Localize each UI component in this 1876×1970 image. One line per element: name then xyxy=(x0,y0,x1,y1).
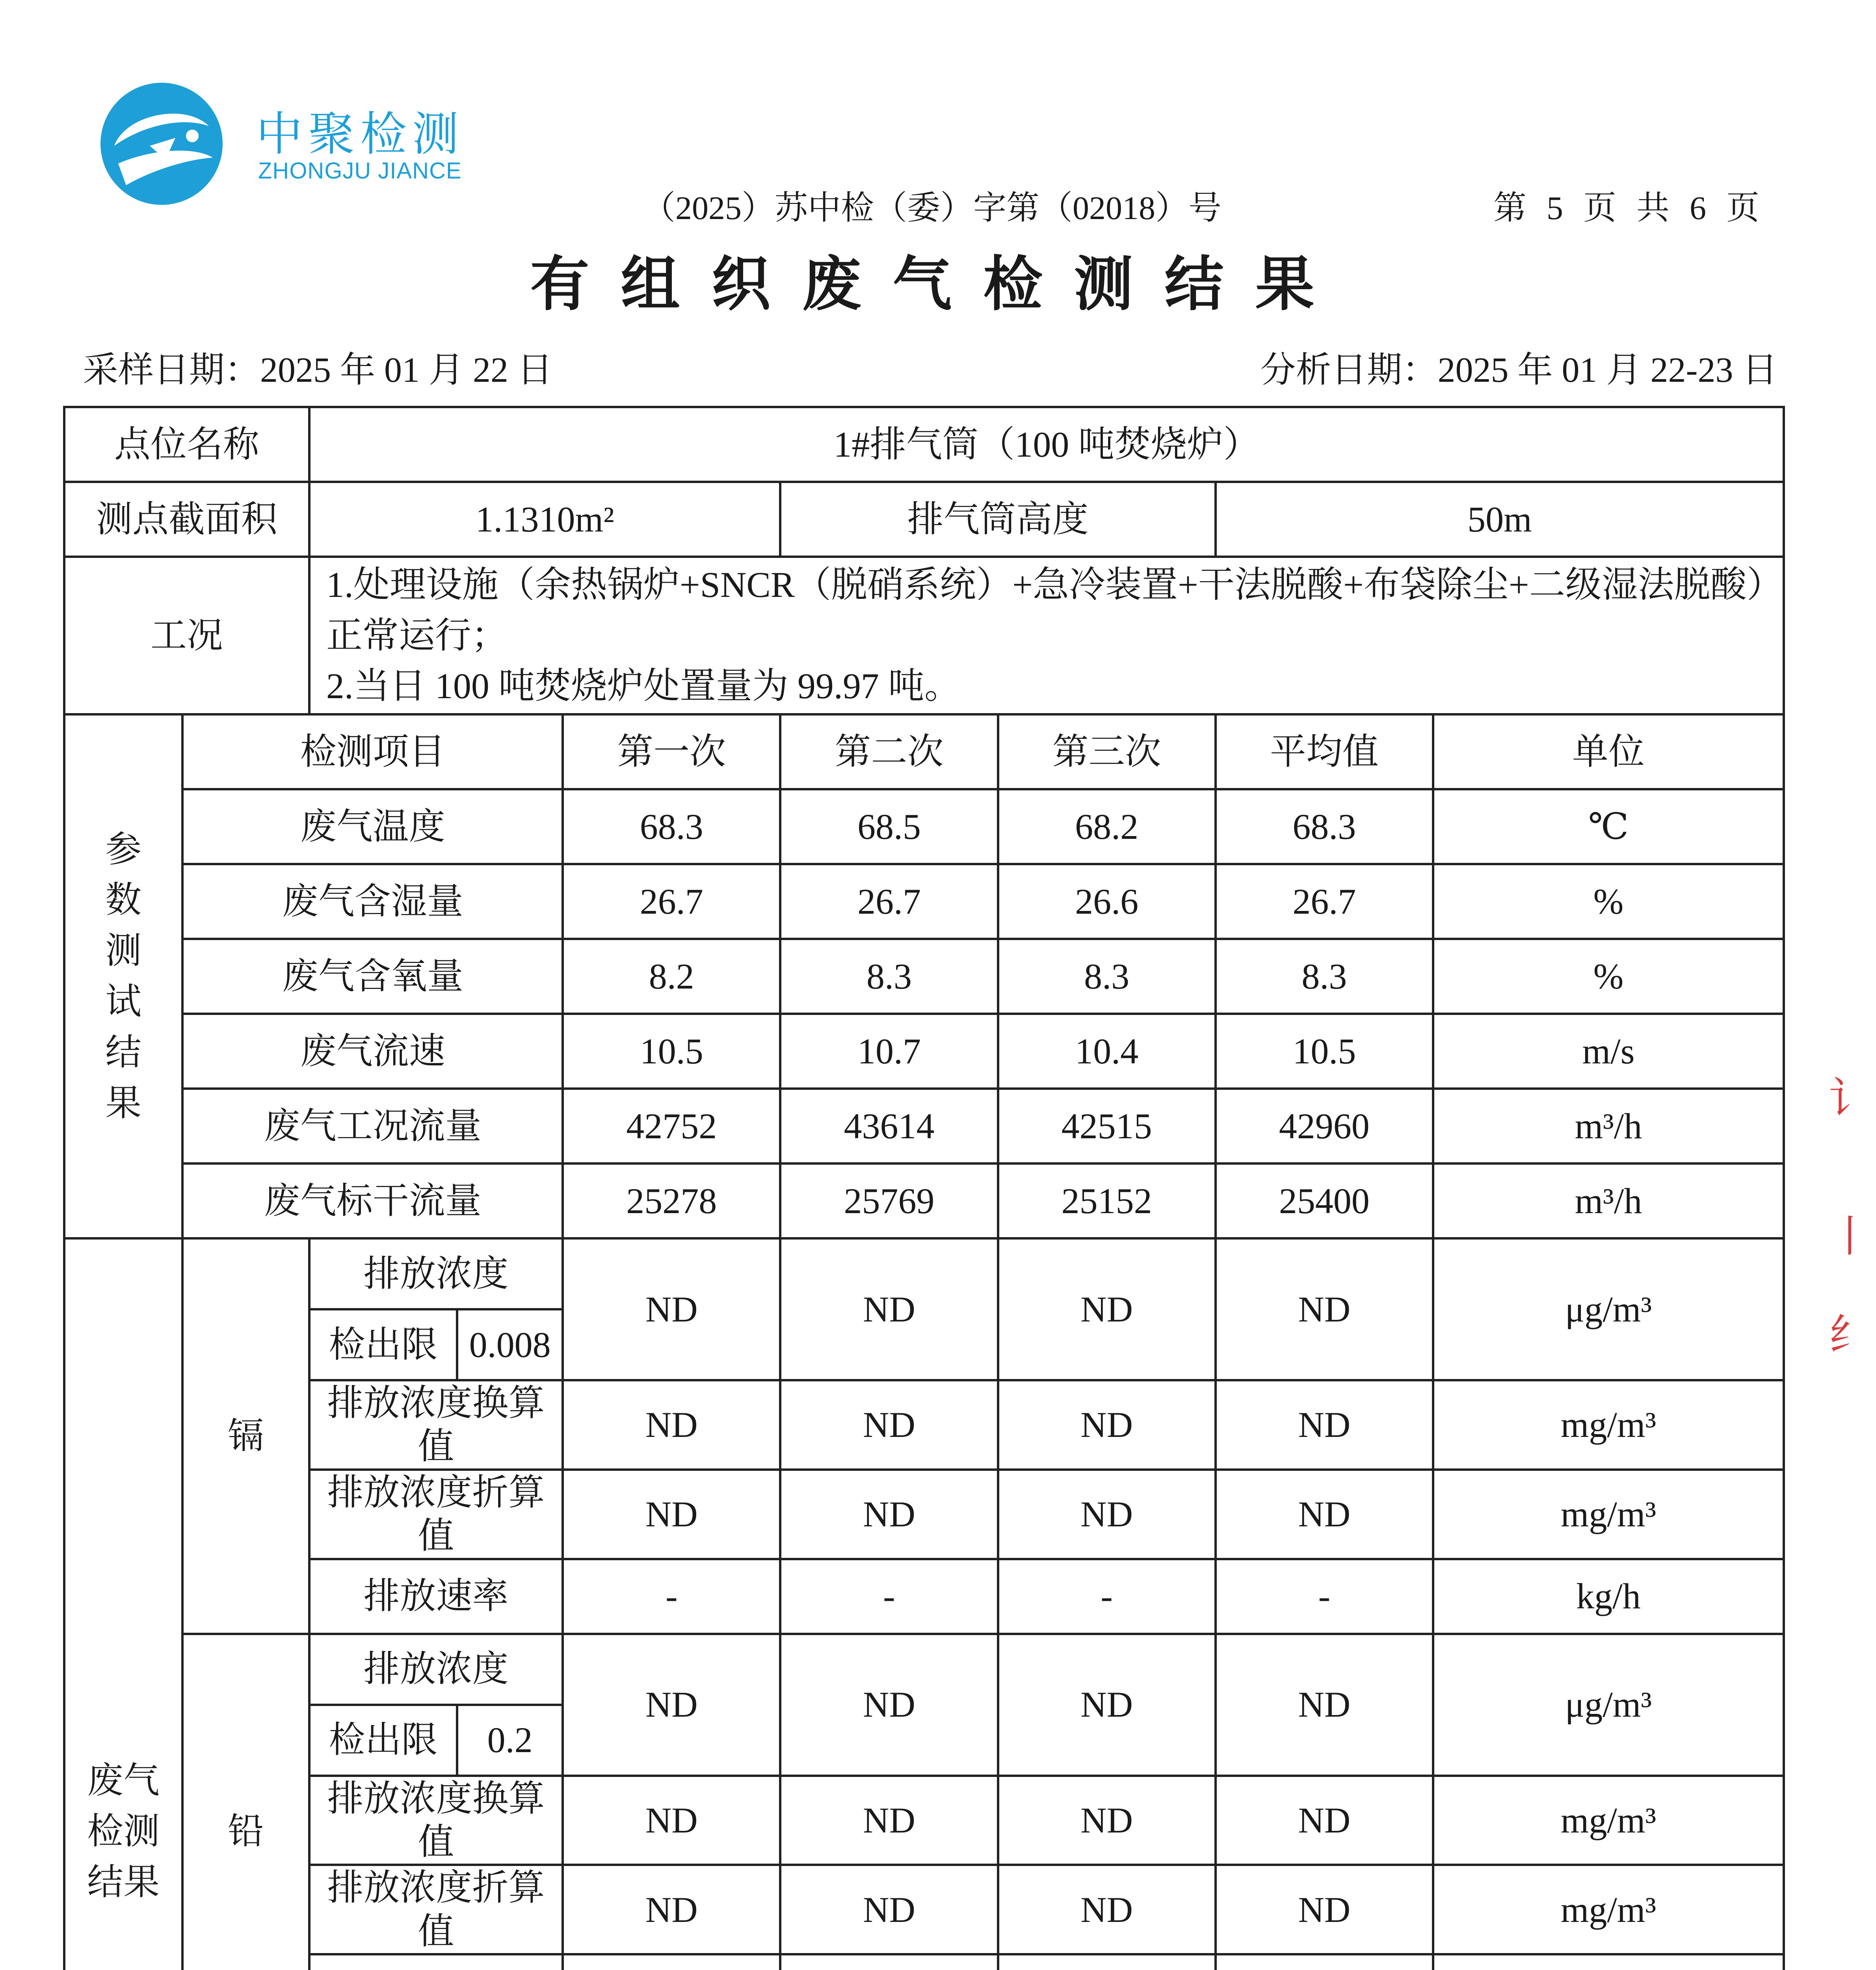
params-header-unit: 单位 xyxy=(1433,714,1784,789)
param-run2: 8.3 xyxy=(780,939,998,1014)
rate-unit: kg/h xyxy=(1433,1559,1784,1634)
corrected-row xyxy=(64,1470,1784,1559)
converted-row xyxy=(64,1776,1784,1865)
corrected-average: ND xyxy=(1216,1865,1433,1954)
param-run3: 8.3 xyxy=(998,939,1216,1014)
rate-label xyxy=(309,1954,563,1970)
concentration-average: ND xyxy=(1216,1634,1433,1776)
condition-line-1: 1.处理设施（余热锅炉+SNCR（脱硝系统）+急冷装置+干法脱酸+布袋除尘+二级湿法脱酸）正常运行； xyxy=(326,564,1765,656)
concentration-run3: ND xyxy=(998,1238,1216,1380)
param-unit: m³/h xyxy=(1433,1163,1784,1238)
param-run1: 26.7 xyxy=(563,864,780,939)
param-run2: 68.5 xyxy=(780,789,998,864)
height-label: 排气筒高度 xyxy=(780,482,1215,557)
corrected-unit: mg/m³ xyxy=(1433,1865,1784,1954)
corrected-run2: ND xyxy=(780,1865,998,1954)
concentration-average: ND xyxy=(1216,1238,1433,1380)
rate-run1 xyxy=(563,1954,780,1970)
page-number: 第 5 页 共 6 页 xyxy=(1493,190,1760,227)
pollutant-concentration-row xyxy=(64,1634,1784,1705)
corrected-label: 排放浓度折算值 xyxy=(309,1865,563,1954)
param-average: 42960 xyxy=(1216,1089,1433,1163)
concentration-label: 排放浓度 xyxy=(309,1238,563,1309)
param-run3: 25152 xyxy=(998,1163,1216,1238)
concentration-unit: μg/m³ xyxy=(1433,1238,1784,1380)
location-value: 1#排气筒（100 吨焚烧炉） xyxy=(309,407,1784,482)
param-average: 8.3 xyxy=(1216,939,1433,1014)
concentration-label: 排放浓度 xyxy=(309,1634,563,1705)
logo-name-en: ZHONGJU JIANCE xyxy=(258,158,462,184)
param-average: 10.5 xyxy=(1216,1014,1433,1089)
params-header-run2: 第二次 xyxy=(780,714,998,789)
param-unit: m/s xyxy=(1433,1014,1784,1089)
param-item: 废气标干流量 xyxy=(182,1163,563,1238)
location-row xyxy=(64,407,1784,482)
area-row xyxy=(64,482,1784,557)
converted-run2: ND xyxy=(780,1776,998,1865)
param-run1: 68.3 xyxy=(563,789,780,864)
param-run2: 26.7 xyxy=(780,864,998,939)
converted-unit: mg/m³ xyxy=(1433,1380,1784,1470)
converted-run2: ND xyxy=(780,1380,998,1470)
corrected-label: 排放浓度折算值 xyxy=(309,1470,563,1559)
param-unit: ℃ xyxy=(1433,789,1784,864)
table-row xyxy=(64,1163,1784,1238)
params-header-item: 检测项目 xyxy=(182,714,563,789)
param-unit: % xyxy=(1433,864,1784,939)
rate-unit xyxy=(1433,1954,1784,1970)
param-run2: 25769 xyxy=(780,1163,998,1238)
converted-average: ND xyxy=(1216,1776,1433,1865)
param-run2: 43614 xyxy=(780,1089,998,1163)
params-header-row xyxy=(64,714,1784,789)
corrected-row xyxy=(64,1865,1784,1954)
detection-limit-label: 检出限 xyxy=(309,1309,457,1380)
table-row xyxy=(64,939,1784,1014)
param-unit: m³/h xyxy=(1433,1089,1784,1163)
table-row xyxy=(64,1089,1784,1163)
converted-unit: mg/m³ xyxy=(1433,1776,1784,1865)
converted-run1: ND xyxy=(563,1776,780,1865)
param-unit: % xyxy=(1433,939,1784,1014)
param-run3: 10.4 xyxy=(998,1014,1216,1089)
corrected-run3: ND xyxy=(998,1865,1216,1954)
stamp-fragment-icon: 纟 xyxy=(1828,1310,1872,1360)
param-run3: 26.6 xyxy=(998,864,1216,939)
table-row xyxy=(64,789,1784,864)
analysis-date: 分析日期：2025 年 01 月 22-23 日 xyxy=(1260,351,1777,390)
corrected-run1: ND xyxy=(563,1470,780,1559)
params-header-run1: 第一次 xyxy=(563,714,780,789)
rate-run3: - xyxy=(998,1559,1216,1634)
rate-average xyxy=(1216,1954,1433,1970)
concentration-run1: ND xyxy=(563,1238,780,1380)
corrected-average: ND xyxy=(1216,1470,1433,1559)
params-header-average: 平均值 xyxy=(1216,714,1433,789)
param-item: 废气温度 xyxy=(182,789,563,864)
params-section-label: 参 数 测 试 结 果 xyxy=(64,714,182,1238)
corrected-run2: ND xyxy=(780,1470,998,1559)
param-item: 废气含氧量 xyxy=(182,939,563,1014)
detection-limit-label: 检出限 xyxy=(309,1705,457,1776)
param-average: 68.3 xyxy=(1216,789,1433,864)
rate-run3 xyxy=(998,1954,1216,1970)
param-item: 废气流速 xyxy=(182,1014,563,1089)
document-title: 有组织废气检测结果 xyxy=(530,252,1346,318)
param-average: 26.7 xyxy=(1216,864,1433,939)
results-table xyxy=(63,406,1785,1970)
stamp-fragment-icon: 丨 xyxy=(1828,1211,1872,1262)
table-row xyxy=(64,864,1784,939)
corrected-run3: ND xyxy=(998,1470,1216,1559)
concentration-run3: ND xyxy=(998,1634,1216,1776)
pollutant-name: 镉 xyxy=(182,1238,309,1634)
stamp-fragment-icon: 讠 xyxy=(1828,1073,1872,1124)
param-item: 废气含湿量 xyxy=(182,864,563,939)
sampling-date: 采样日期：2025 年 01 月 22 日 xyxy=(83,351,553,390)
table-row xyxy=(64,1014,1784,1089)
param-run1: 8.2 xyxy=(563,939,780,1014)
condition-row xyxy=(64,557,1784,714)
params-header-run3: 第三次 xyxy=(998,714,1216,789)
param-average: 25400 xyxy=(1216,1163,1433,1238)
concentration-unit: μg/m³ xyxy=(1433,1634,1784,1776)
param-run2: 10.7 xyxy=(780,1014,998,1089)
results-section-label: 废气 检测 结果 xyxy=(64,1238,182,1970)
detection-limit-value: 0.008 xyxy=(457,1309,563,1380)
logo-name-cn: 中聚检测 xyxy=(256,107,465,161)
converted-run1: ND xyxy=(563,1380,780,1470)
rate-row xyxy=(64,1954,1784,1970)
area-value: 1.1310m² xyxy=(309,482,780,557)
height-value: 50m xyxy=(1216,482,1784,557)
param-run1: 25278 xyxy=(563,1163,780,1238)
pollutant-concentration-row xyxy=(64,1238,1784,1309)
converted-label: 排放浓度换算值 xyxy=(309,1776,563,1865)
param-run1: 10.5 xyxy=(563,1014,780,1089)
rate-label: 排放速率 xyxy=(309,1559,563,1634)
rate-run2: - xyxy=(780,1559,998,1634)
param-run3: 68.2 xyxy=(998,789,1216,864)
concentration-run1: ND xyxy=(563,1634,780,1776)
rate-run2 xyxy=(780,1954,998,1970)
report-number: （2025）苏中检（委）字第（02018）号 xyxy=(642,190,1222,227)
corrected-unit: mg/m³ xyxy=(1433,1470,1784,1559)
param-run1: 42752 xyxy=(563,1089,780,1163)
area-label: 测点截面积 xyxy=(64,482,309,557)
zhongju-logo-icon xyxy=(91,79,232,209)
param-run3: 42515 xyxy=(998,1089,1216,1163)
pollutant-name: 铅 xyxy=(182,1634,309,1970)
converted-row xyxy=(64,1380,1784,1470)
detection-limit-value: 0.2 xyxy=(457,1705,563,1776)
converted-label: 排放浓度换算值 xyxy=(309,1380,563,1470)
location-label: 点位名称 xyxy=(64,407,309,482)
param-item: 废气工况流量 xyxy=(182,1089,563,1163)
condition-line-2: 2.当日 100 吨焚烧炉处置量为 99.97 吨。 xyxy=(326,666,961,706)
converted-average: ND xyxy=(1216,1380,1433,1470)
rate-run1: - xyxy=(563,1559,780,1634)
concentration-run2: ND xyxy=(780,1238,998,1380)
converted-run3: ND xyxy=(998,1776,1216,1865)
concentration-run2: ND xyxy=(780,1634,998,1776)
converted-run3: ND xyxy=(998,1380,1216,1470)
corrected-run1: ND xyxy=(563,1865,780,1954)
condition-label: 工况 xyxy=(64,557,309,714)
rate-average: - xyxy=(1216,1559,1433,1634)
rate-row xyxy=(64,1559,1784,1634)
condition-text xyxy=(309,557,1784,714)
